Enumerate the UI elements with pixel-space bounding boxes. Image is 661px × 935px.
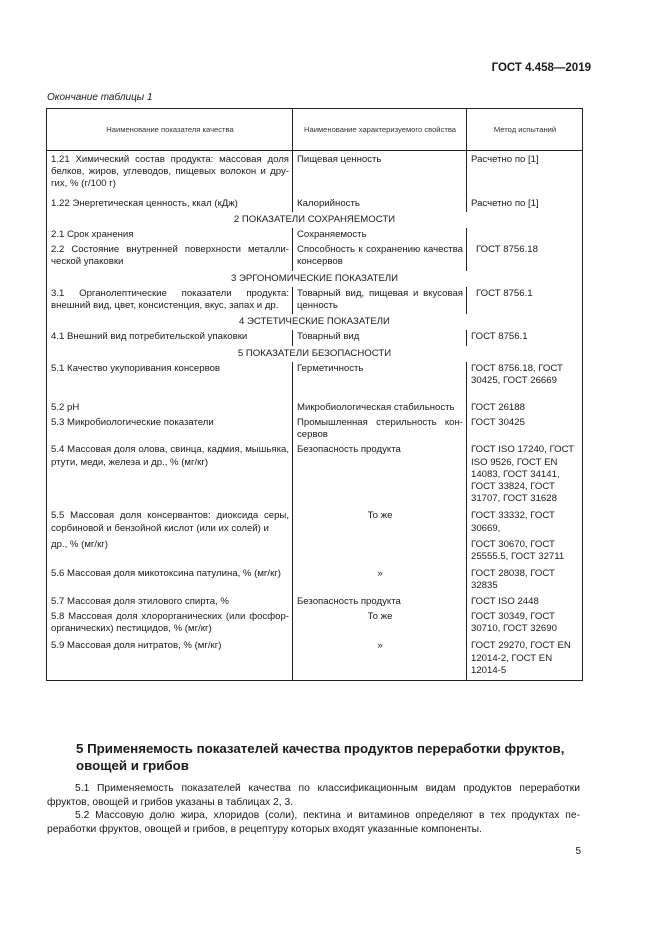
section-row	[47, 212, 583, 228]
indicator-cell: 2.1 Срок хранения	[47, 228, 293, 243]
table-row	[47, 610, 583, 639]
paragraph-5-2: 5.2 Массовую долю жира, хлоридов (соли), пектина и витаминов определяют в тех продуктах переработки фруктов, овощей и грибов, в рецептуру которых входят указанные компоненты.	[47, 810, 580, 835]
section-heading: 5 ПОКАЗАТЕЛИ БЕЗОПАСНОСТИ	[47, 346, 583, 362]
property-cell: Товарный вид	[293, 330, 467, 345]
property-cell: »	[293, 567, 467, 594]
property-cell: Безопасность продукта	[293, 443, 467, 509]
method-text-part-1: ГОСТ 33332, ГОСТ 30669,	[471, 510, 555, 534]
method-cell: Расчетно по [1]	[467, 151, 583, 193]
table-row	[47, 509, 583, 567]
method-cell: ГОСТ 8756.18, ГОСТ 30425, ГОСТ 26669	[467, 362, 583, 401]
property-cell: Микробиологическая стабильность	[293, 401, 467, 416]
section-heading: 4 ЭСТЕТИЧЕСКИЕ ПОКАЗАТЕЛИ	[47, 314, 583, 330]
table-row	[47, 639, 583, 680]
method-cell: ГОСТ ISO 17240, ГОСТ ISO 9526, ГОСТ EN 14083, ГОСТ 34141, ГОСТ 33824, ГОСТ 31707, ГОСТ 31628	[467, 443, 583, 509]
method-text-part-2: ГОСТ 30670, ГОСТ 25555.5, ГОСТ 32711	[471, 538, 565, 563]
indicator-cell	[47, 509, 293, 567]
method-cell	[467, 228, 583, 243]
indicator-cell: 2.2 Состояние внутренней поверхности металлической упаковки	[47, 243, 293, 270]
section-heading: 2 ПОКАЗАТЕЛИ СОХРАНЯЕМОСТИ	[47, 212, 583, 228]
col-header-property: Наименование характеризуемого свойства	[293, 109, 467, 151]
indicator-cell: 5.8 Массовая доля хлорорганических (или фосфорорганических) пестицидов, % (мг/кг)	[47, 610, 293, 639]
property-cell: Калорийность	[293, 193, 467, 212]
method-cell: ГОСТ 8756.18	[467, 243, 583, 270]
method-cell: ГОСТ 26188	[467, 401, 583, 416]
indicator-cell: 5.2 pH	[47, 401, 293, 416]
method-cell: ГОСТ 30425	[467, 416, 583, 443]
table-row	[47, 595, 583, 610]
section-heading: 3 ЭРГОНОМИЧЕСКИЕ ПОКАЗАТЕЛИ	[47, 271, 583, 287]
col-header-method: Метод испытаний	[467, 109, 583, 151]
col-header-indicator: Наименование показателя качества	[47, 109, 293, 151]
property-cell: Герметичность	[293, 362, 467, 401]
method-cell: Расчетно по [1]	[467, 193, 583, 212]
table-row	[47, 567, 583, 594]
method-cell: ГОСТ ISO 2448	[467, 595, 583, 610]
page-number: 5	[575, 846, 581, 857]
indicator-cell: 5.6 Массовая доля микотоксина патулина, % (мг/кг)	[47, 567, 293, 594]
section-5-title: 5 Применяемость показателей качества продуктов переработки фруктов, овощей и грибов	[76, 741, 565, 773]
indicator-cell: 5.7 Массовая доля этилового спирта, %	[47, 595, 293, 610]
indicator-text-part-2: др., % (мг/кг)	[51, 538, 108, 550]
method-cell: ГОСТ 8756.1	[467, 330, 583, 345]
section-row	[47, 271, 583, 287]
indicator-cell: 5.9 Массовая доля нитратов, % (мг/кг)	[47, 639, 293, 680]
property-cell: То же	[293, 509, 467, 567]
property-cell: »	[293, 639, 467, 680]
property-cell: Пищевая ценность	[293, 151, 467, 193]
property-cell: Безопасность продукта	[293, 595, 467, 610]
indicator-cell: 5.3 Микробиологические показатели	[47, 416, 293, 443]
indicator-cell: 3.1 Органолептические показатели продукта: внешний вид, цвет, консистенция, вкус, запах и др.	[47, 287, 293, 314]
section-row	[47, 314, 583, 330]
paragraph-5-1: 5.1 Применяемость показателей качества по классификационным видам продуктов переработки фруктов, овощей и грибов указаны в таблицах 2, 3.	[47, 783, 580, 808]
method-cell: ГОСТ 8756.1	[467, 287, 583, 314]
indicator-cell: 5.4 Массовая доля олова, свинца, кадмия, мышьяка, ртути, меди, железа и др., % (мг/кг)	[47, 443, 293, 509]
table-row	[47, 401, 583, 416]
table-row	[47, 287, 583, 314]
quality-indicators-table	[46, 108, 583, 681]
property-cell: Сохраняемость	[293, 228, 467, 243]
table-caption: Окончание таблицы 1	[47, 92, 153, 103]
property-cell: То же	[293, 610, 467, 639]
indicator-cell: 1.22 Энергетическая ценность, ккал (кДж)	[47, 193, 293, 212]
table-row	[47, 193, 583, 212]
table-row	[47, 228, 583, 243]
table-row	[47, 330, 583, 345]
method-cell: ГОСТ 28038, ГОСТ 32835	[467, 567, 583, 594]
indicator-cell: 5.1 Качество укупоривания консервов	[47, 362, 293, 401]
method-cell: ГОСТ 30349, ГОСТ 30710, ГОСТ 32690	[467, 610, 583, 639]
table-row	[47, 416, 583, 443]
property-cell: Промышленная стерильность консервов	[293, 416, 467, 443]
table-row	[47, 243, 583, 270]
property-cell: Товарный вид, пищевая и вкусовая ценность	[293, 287, 467, 314]
property-cell: Способность к сохранению качества консервов	[293, 243, 467, 270]
method-cell	[467, 509, 583, 567]
standard-id: ГОСТ 4.458—2019	[491, 62, 591, 74]
indicator-cell: 1.21 Химический состав продукта: массовая доля белков, жиров, углеводов, пищевых волокон и других, % (г/100 г)	[47, 151, 293, 193]
table-header-row	[47, 109, 583, 151]
table-row	[47, 443, 583, 509]
table-row	[47, 151, 583, 193]
indicator-text-part-1: 5.5 Массовая доля консервантов: диоксида серы, сорбиновой и бензойной кислот (или их солей) и	[51, 510, 289, 534]
table-row	[47, 362, 583, 401]
section-row	[47, 346, 583, 362]
indicator-cell: 4.1 Внешний вид потребительской упаковки	[47, 330, 293, 345]
method-cell: ГОСТ 29270, ГОСТ EN 12014-2, ГОСТ EN 12014-5	[467, 639, 583, 680]
